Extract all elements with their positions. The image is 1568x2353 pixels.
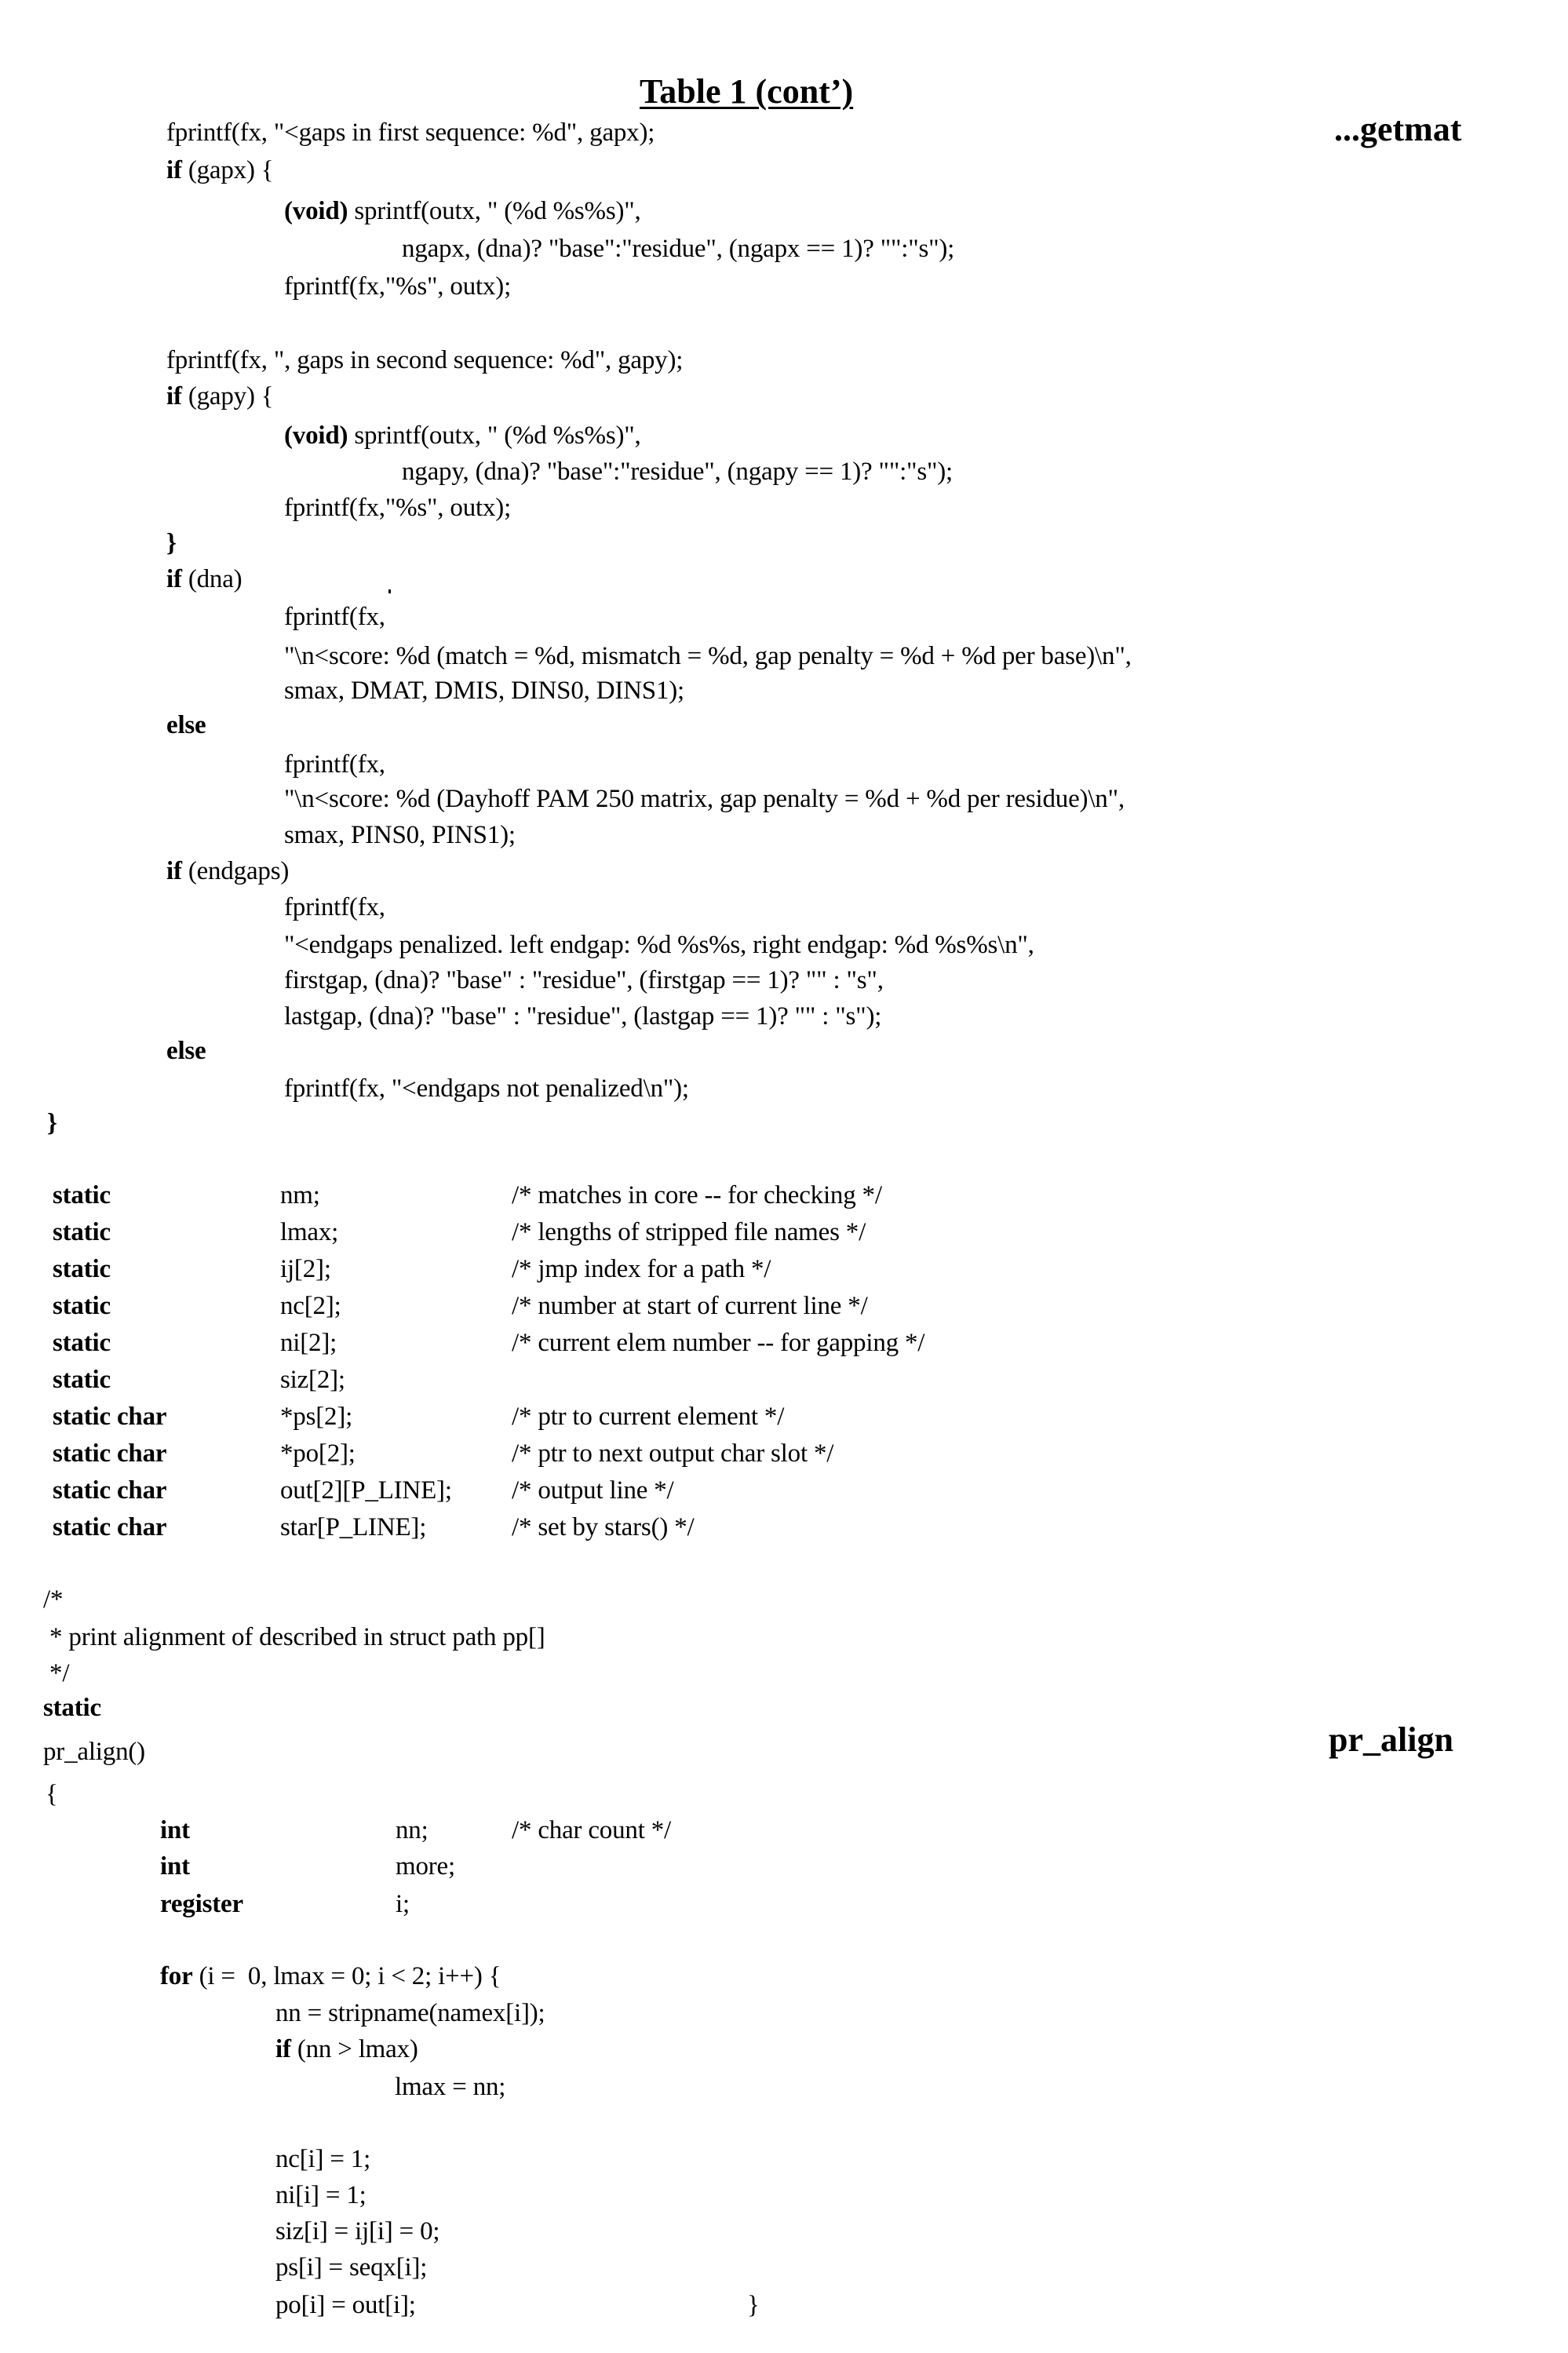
- decl-type: static: [53, 1181, 111, 1209]
- code-line: nn = stripname(namex[i]);: [275, 1999, 545, 2027]
- code-line: fprintf(fx,: [284, 603, 385, 631]
- code-line: if (gapy) {: [166, 382, 274, 410]
- code-line: fprintf(fx,: [284, 893, 385, 921]
- local-name: i;: [396, 1890, 410, 1918]
- code-line: if (endgaps): [166, 857, 290, 885]
- local-type: int: [160, 1816, 190, 1844]
- code-line: (void) sprintf(outx, " (%d %s%s)",: [284, 421, 641, 450]
- comment-line: * print alignment of described in struct path pp[]: [43, 1623, 545, 1651]
- decl-type: static char: [53, 1439, 167, 1468]
- code-line: "\n<score: %d (match = %d, mismatch = %d, gap penalty = %d + %d per base)\n",: [284, 642, 1132, 670]
- code-line: fprintf(fx,"%s", outx);: [284, 494, 512, 522]
- code-line: fprintf(fx, ", gaps in second sequence: %d", gapy);: [166, 346, 684, 374]
- decl-name: lmax;: [280, 1218, 339, 1246]
- page-title: Table 1 (cont’): [640, 72, 854, 111]
- local-comment: /* char count */: [512, 1816, 671, 1844]
- code-line: fprintf(fx, "<gaps in first sequence: %d", gapx);: [166, 119, 655, 147]
- code-line: if (gapx) {: [166, 156, 274, 184]
- code-line: for (i = 0, lmax = 0; i < 2; i++) {: [160, 1962, 501, 1990]
- decl-name: out[2][P_LINE];: [280, 1476, 452, 1505]
- decl-name: nc[2];: [280, 1292, 341, 1320]
- function-storage-class: static: [43, 1694, 101, 1722]
- decl-comment: /* current elem number -- for gapping */: [512, 1329, 925, 1357]
- code-line: ngapx, (dna)? "base":"residue", (ngapx == 1)? "":"s");: [402, 235, 955, 263]
- decl-type: static: [53, 1292, 111, 1320]
- code-line: ps[i] = seqx[i];: [275, 2253, 428, 2282]
- decl-name: siz[2];: [280, 1366, 345, 1394]
- decl-name: *po[2];: [280, 1439, 356, 1468]
- code-line: else: [166, 1037, 206, 1065]
- section-label-pr-align: pr_align: [1329, 1720, 1453, 1759]
- decl-name: ni[2];: [280, 1329, 337, 1357]
- code-line: if (dna): [166, 565, 242, 593]
- decl-type: static: [53, 1329, 111, 1357]
- decl-comment: /* jmp index for a path */: [512, 1255, 771, 1283]
- code-line: if (nn > lmax): [275, 2035, 418, 2063]
- code-line: nc[i] = 1;: [275, 2145, 371, 2173]
- comment-line: /*: [43, 1585, 64, 1614]
- local-name: nn;: [396, 1816, 428, 1844]
- loop-close-brace: }: [747, 2291, 760, 2319]
- code-line: firstgap, (dna)? "base" : "residue", (firstgap == 1)? "" : "s",: [284, 966, 884, 994]
- decl-type: static char: [53, 1476, 167, 1505]
- decl-type: static: [53, 1218, 111, 1246]
- decl-name: nm;: [280, 1181, 320, 1209]
- decl-comment: /* ptr to current element */: [512, 1403, 785, 1431]
- local-name: more;: [396, 1852, 455, 1881]
- code-line: smax, DMAT, DMIS, DINS0, DINS1);: [284, 677, 684, 705]
- decl-comment: /* set by stars() */: [512, 1513, 695, 1541]
- decl-name: star[P_LINE];: [280, 1513, 427, 1541]
- code-line: fprintf(fx,: [284, 750, 385, 779]
- code-line: "<endgaps penalized. left endgap: %d %s%s, right endgap: %d %s%s\n",: [284, 931, 1034, 959]
- code-line: siz[i] = ij[i] = 0;: [275, 2217, 440, 2245]
- code-line: smax, PINS0, PINS1);: [284, 821, 516, 849]
- decl-name: ij[2];: [280, 1255, 331, 1283]
- scan-artifact: [388, 589, 391, 593]
- decl-type: static: [53, 1255, 111, 1283]
- function-name: pr_align(): [43, 1738, 145, 1766]
- decl-comment: /* matches in core -- for checking */: [512, 1181, 882, 1209]
- decl-type: static: [53, 1366, 111, 1394]
- code-line: else: [166, 711, 206, 739]
- decl-name: *ps[2];: [280, 1403, 353, 1431]
- code-line: (void) sprintf(outx, " (%d %s%s)",: [284, 197, 641, 225]
- code-line: fprintf(fx, "<endgaps not penalized\n");: [284, 1074, 689, 1103]
- code-line: ni[i] = 1;: [275, 2181, 366, 2209]
- local-type: int: [160, 1852, 190, 1881]
- decl-comment: /* lengths of stripped file names */: [512, 1218, 866, 1246]
- code-line: "\n<score: %d (Dayhoff PAM 250 matrix, gap penalty = %d + %d per residue)\n",: [284, 785, 1125, 813]
- code-line: fprintf(fx,"%s", outx);: [284, 272, 512, 301]
- decl-comment: /* number at start of current line */: [512, 1292, 868, 1320]
- code-line: po[i] = out[i];: [275, 2291, 416, 2319]
- code-line: ngapy, (dna)? "base":"residue", (ngapy == 1)? "":"s");: [402, 458, 954, 486]
- comment-line: */: [43, 1659, 70, 1687]
- decl-comment: /* output line */: [512, 1476, 674, 1505]
- local-type: register: [160, 1890, 243, 1918]
- code-line: }: [47, 1109, 57, 1137]
- code-line: lmax = nn;: [395, 2073, 506, 2101]
- code-line: }: [166, 529, 177, 557]
- code-line: lastgap, (dna)? "base" : "residue", (lastgap == 1)? "" : "s");: [284, 1002, 882, 1031]
- decl-type: static char: [53, 1403, 167, 1431]
- section-label-getmat: ...getmat: [1334, 110, 1462, 148]
- open-brace: {: [46, 1780, 58, 1808]
- decl-comment: /* ptr to next output char slot */: [512, 1439, 834, 1468]
- decl-type: static char: [53, 1513, 167, 1541]
